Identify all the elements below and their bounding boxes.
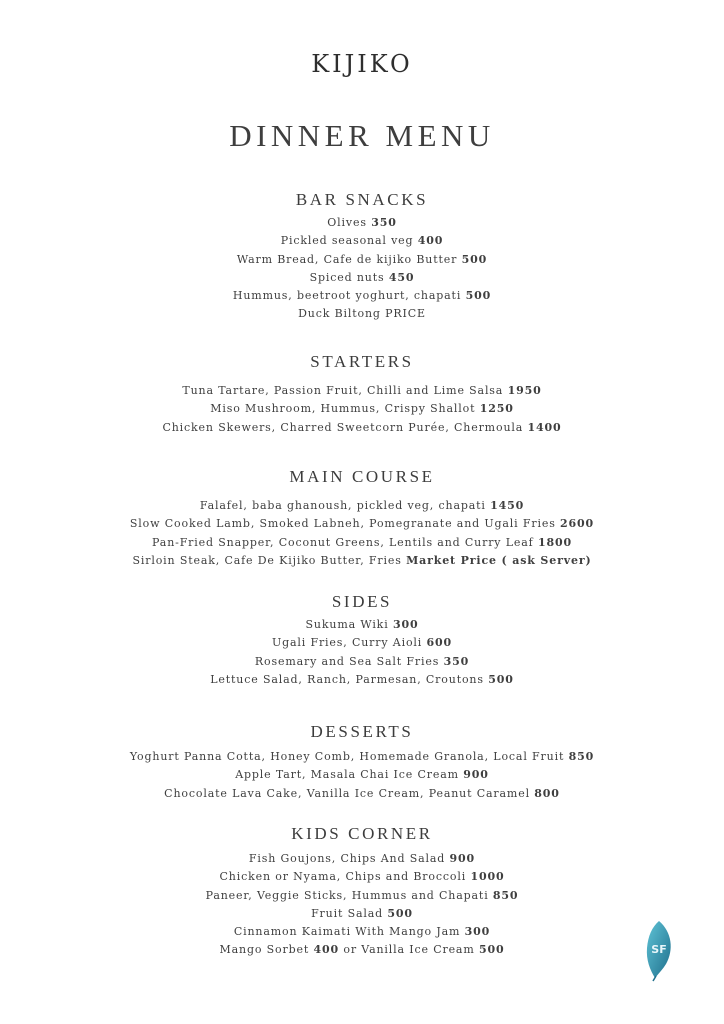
item-price: 1800: [537, 535, 572, 549]
section-heading: STARTERS: [310, 352, 414, 371]
menu-item: Apple Tart, Masala Chai Ice Cream 900: [235, 768, 489, 782]
item-price: 500: [461, 252, 488, 266]
menu-item: Cinnamon Kaimati With Mango Jam 300: [233, 925, 491, 939]
menu-item: Miso Mushroom, Hummus, Crispy Shallot 1250: [210, 402, 514, 416]
section-heading: KIDS CORNER: [291, 824, 433, 843]
menu-item: Hummus, beetroot yoghurt, chapati 500: [232, 289, 492, 303]
item-price: 800: [534, 786, 560, 800]
menu-item: Pan-Fried Snapper, Coconut Greens, Lentils and Curry Leaf 1800: [152, 535, 572, 549]
badge-text: SF: [651, 943, 667, 956]
item-price: 850: [492, 888, 519, 902]
item-price: Market Price ( ask Server): [406, 553, 592, 567]
menu-item: Duck Biltong PRICE: [298, 307, 426, 321]
item-price: 900: [449, 852, 476, 865]
section-heading: SIDES: [331, 592, 393, 611]
page-title: DINNER MENU: [229, 118, 495, 153]
section-bar-snacks: [0, 189, 724, 324]
menu-item: Sirloin Steak, Cafe De Kijiko Butter, Fries Market Price ( ask Server): [132, 553, 592, 567]
menu-item: Tuna Tartare, Passion Fruit, Chilli and Lime Salsa 1950: [182, 384, 542, 397]
item-price: 500: [387, 906, 413, 920]
section-heading: DESSERTS: [310, 722, 414, 741]
menu-item: Pickled seasonal veg 400: [280, 234, 444, 248]
item-price: 350: [371, 216, 397, 229]
item-price: 450: [388, 270, 415, 284]
item-price: 1450: [490, 499, 525, 512]
section-desserts: [0, 721, 724, 803]
brand-logo: KIJIKO: [311, 50, 413, 78]
menu-item: Warm Bread, Cafe de kijiko Butter 500: [236, 252, 488, 266]
menu-item: Mango Sorbet 400 or Vanilla Ice Cream 500: [219, 943, 505, 957]
section-heading: BAR SNACKS: [295, 190, 429, 209]
item-price: 400: [417, 234, 444, 248]
item-price: 500: [465, 289, 492, 303]
menu-item: Sukuma Wiki 300: [305, 618, 419, 631]
item-price: 2600: [560, 517, 595, 531]
item-price: 1250: [479, 402, 514, 416]
item-price: 300: [464, 925, 491, 939]
menu-item: Chicken or Nyama, Chips and Broccoli 1000: [219, 870, 505, 884]
menu-item: Ugali Fries, Curry Aioli 600: [271, 636, 453, 650]
item-price: 1950: [507, 384, 542, 397]
item-price: 500: [488, 672, 514, 686]
menu-item: Chocolate Lava Cake, Vanilla Ice Cream, Peanut Caramel 800: [164, 786, 560, 800]
menu-item: Slow Cooked Lamb, Smoked Labneh, Pomegranate and Ugali Fries 2600: [129, 517, 595, 531]
item-price: 500: [478, 943, 505, 957]
feather-badge-icon: [642, 920, 676, 982]
item-price: 600: [426, 636, 453, 650]
menu-item: Rosemary and Sea Salt Fries 350: [254, 654, 470, 668]
menu-item: Spiced nuts 450: [309, 270, 415, 284]
menu-item: Lettuce Salad, Ranch, Parmesan, Croutons 500: [210, 672, 514, 686]
menu-item: Falafel, baba ghanoush, pickled veg, chapati 1450: [199, 499, 525, 512]
section-heading: MAIN COURSE: [289, 467, 435, 486]
menu-item: Fish Goujons, Chips And Salad 900: [248, 852, 476, 865]
menu-item: Paneer, Veggie Sticks, Hummus and Chapati 850: [205, 888, 519, 902]
menu-item: Yoghurt Panna Cotta, Honey Comb, Homemade Granola, Local Fruit 850: [129, 750, 595, 763]
section-sides: [0, 591, 724, 689]
menu-item: Chicken Skewers, Charred Sweetcorn Purée, Chermoula 1400: [162, 420, 562, 434]
item-price: 900: [463, 768, 489, 782]
section-starters: [0, 351, 724, 437]
menu-item: Olives 350: [327, 216, 397, 229]
item-price: 300: [392, 618, 419, 631]
item-price: 350: [443, 654, 470, 668]
item-price: 1000: [470, 870, 505, 884]
item-price: 850: [568, 750, 595, 763]
item-price: 1400: [527, 420, 562, 434]
item-price: 400: [313, 943, 340, 957]
section-kids-corner: [0, 823, 724, 960]
menu-item: Fruit Salad 500: [311, 906, 413, 920]
section-main-course: [0, 466, 724, 570]
